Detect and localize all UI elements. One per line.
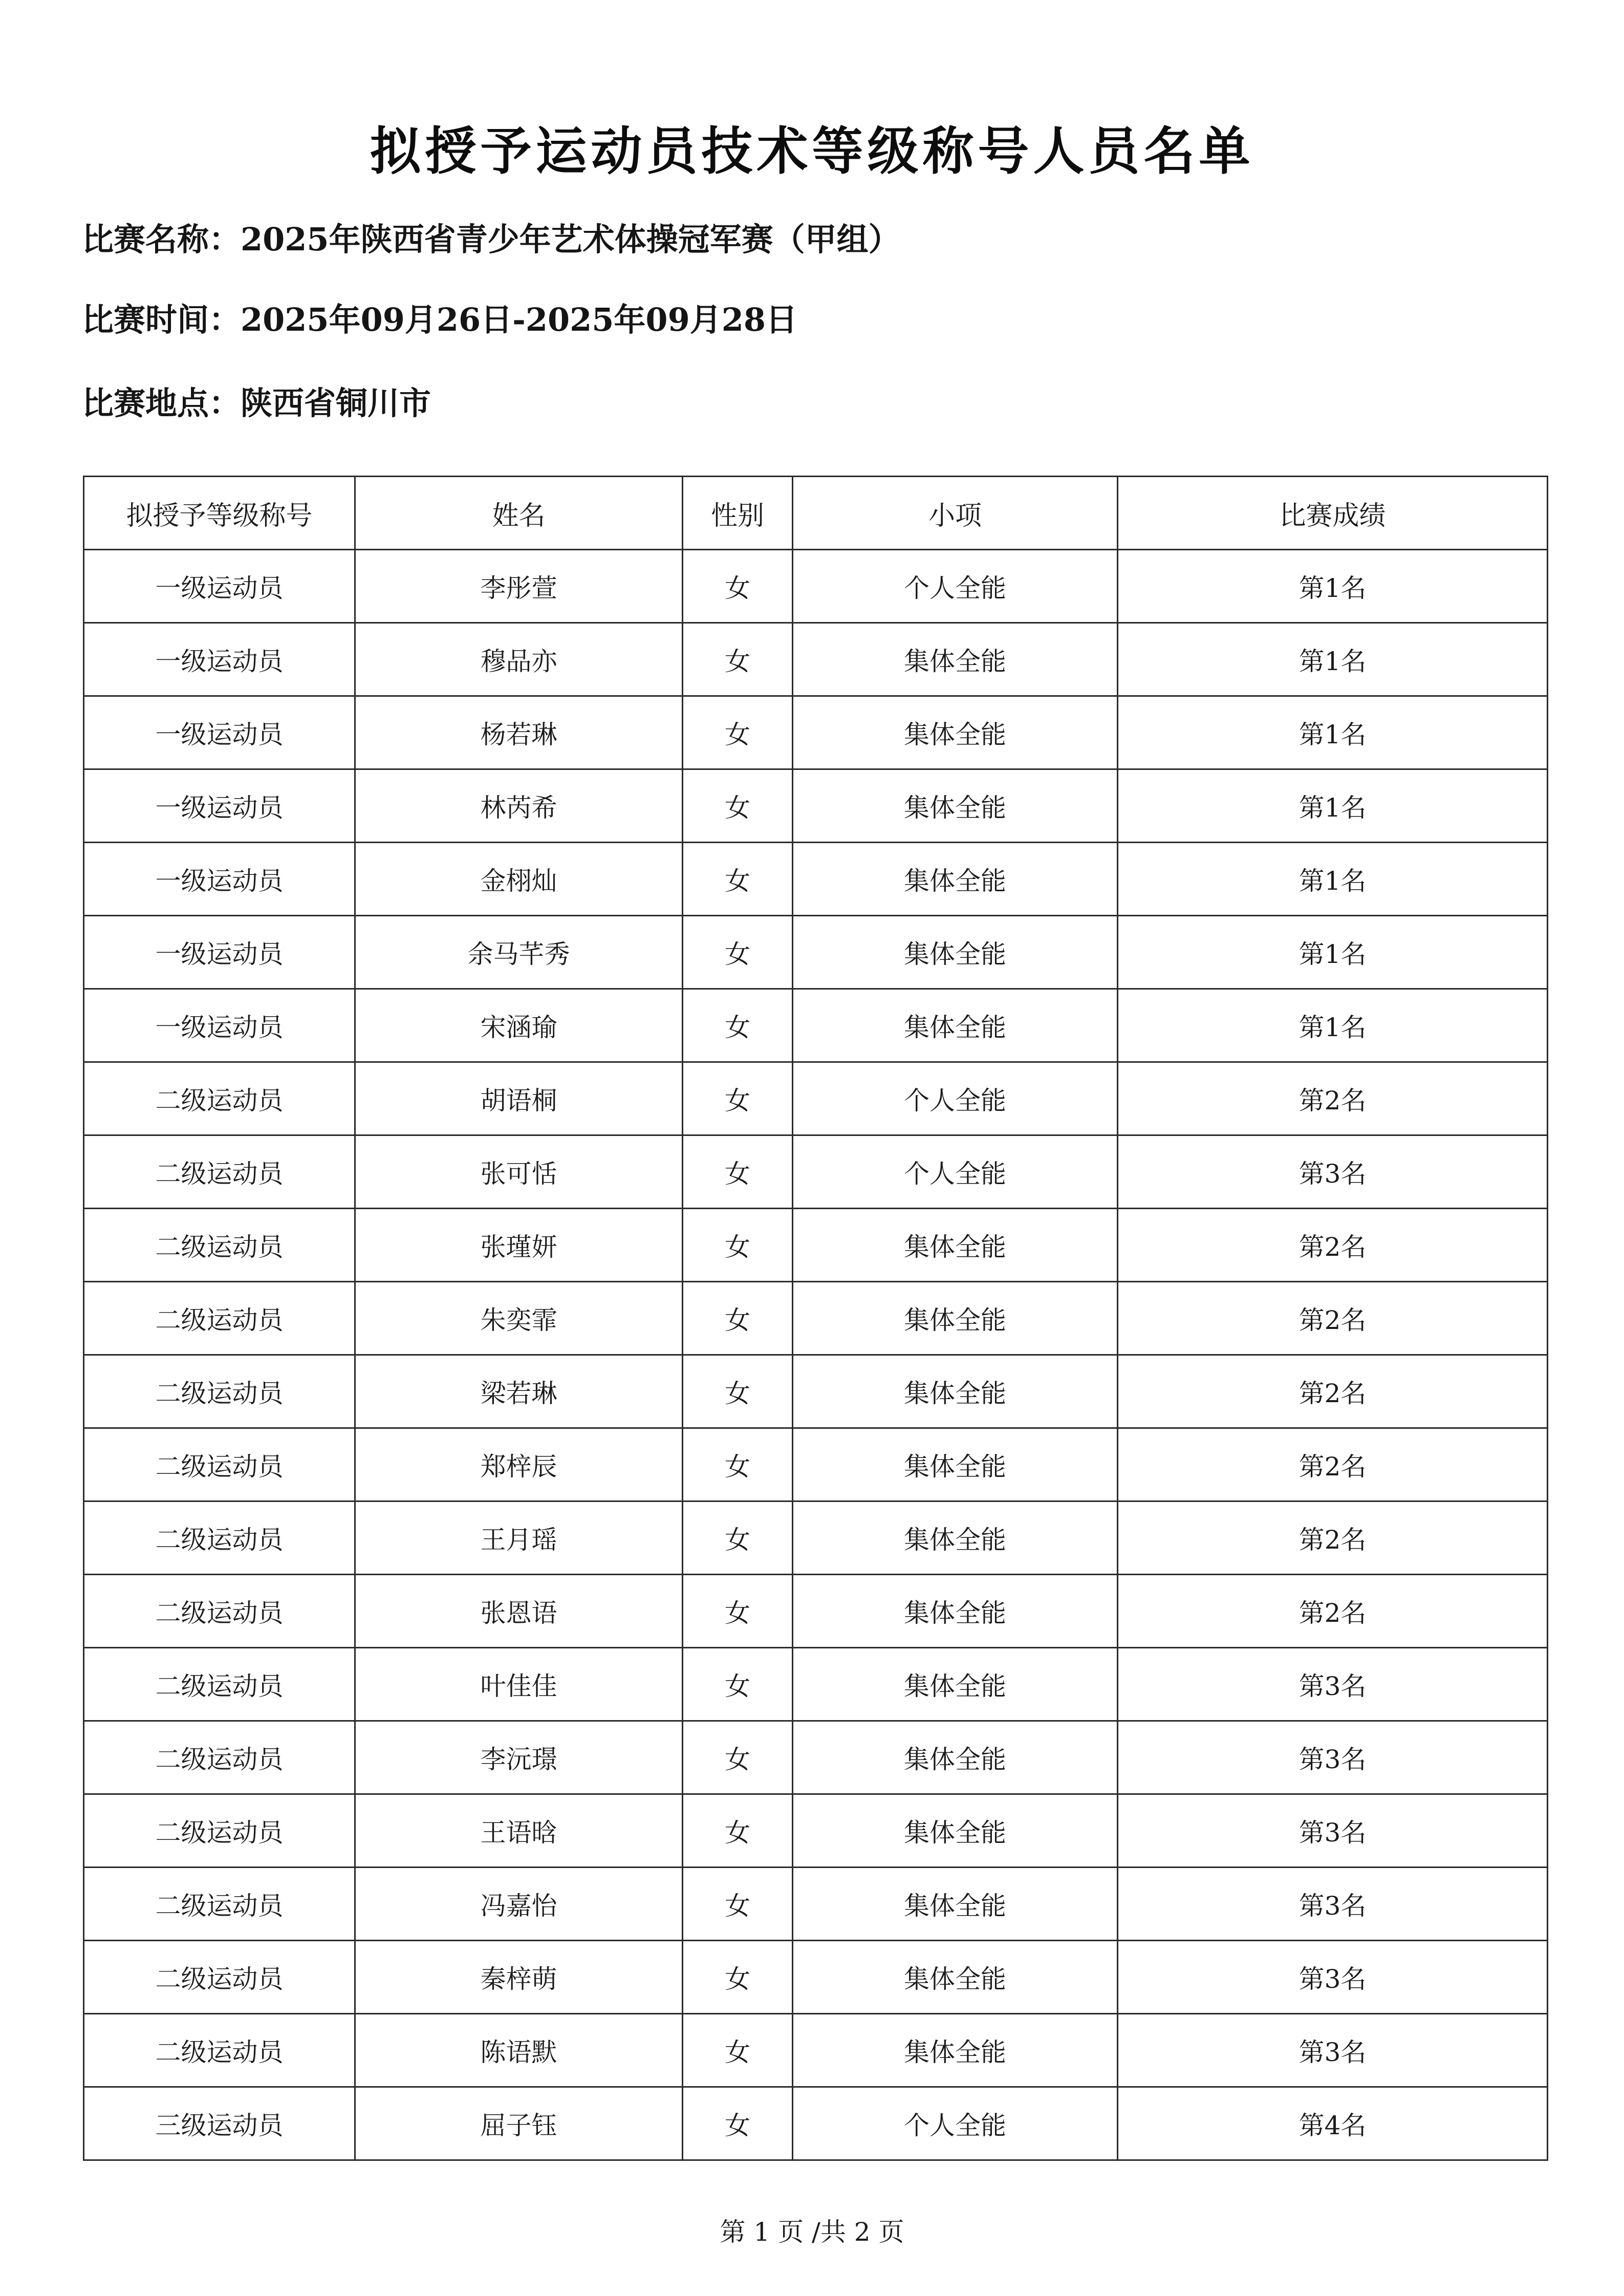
cell-grade-title: 二级运动员: [84, 1794, 355, 1868]
cell-event: 集体全能: [793, 696, 1118, 769]
cell-name: 林芮希: [355, 769, 683, 843]
table-row: [84, 1648, 1548, 1721]
table-row: [84, 769, 1548, 843]
cell-grade-title: 二级运动员: [84, 1648, 355, 1721]
cell-grade-title: 二级运动员: [84, 1209, 355, 1282]
cell-event: 集体全能: [793, 1721, 1118, 1794]
table-row: [84, 1062, 1548, 1135]
cell-name: 张恩语: [355, 1575, 683, 1648]
cell-event: 集体全能: [793, 769, 1118, 843]
cell-name: 屈子钰: [355, 2087, 683, 2160]
cell-result: 第3名: [1118, 1794, 1548, 1868]
cell-gender: 女: [683, 1282, 793, 1355]
cell-name: 冯嘉怡: [355, 1868, 683, 1941]
cell-grade-title: 二级运动员: [84, 1355, 355, 1428]
cell-result: 第1名: [1118, 623, 1548, 696]
table-row: [84, 1501, 1548, 1575]
cell-event: 集体全能: [793, 1941, 1118, 2014]
cell-gender: 女: [683, 1355, 793, 1428]
cell-result: 第2名: [1118, 1282, 1548, 1355]
cell-name: 杨若琳: [355, 696, 683, 769]
cell-result: 第3名: [1118, 1648, 1548, 1721]
cell-grade-title: 一级运动员: [84, 989, 355, 1062]
cell-name: 朱奕霏: [355, 1282, 683, 1355]
cell-name: 秦梓萌: [355, 1941, 683, 2014]
cell-event: 个人全能: [793, 1062, 1118, 1135]
cell-result: 第2名: [1118, 1209, 1548, 1282]
cell-event: 集体全能: [793, 1209, 1118, 1282]
competition-location-value: 陕西省铜川市: [241, 384, 431, 422]
cell-name: 金栩灿: [355, 843, 683, 916]
table-row: [84, 916, 1548, 989]
competition-name-label: 比赛名称：: [82, 221, 241, 258]
cell-result: 第1名: [1118, 769, 1548, 843]
cell-grade-title: 一级运动员: [84, 769, 355, 843]
cell-gender: 女: [683, 1721, 793, 1794]
table-header-row: [84, 477, 1548, 550]
table-row: [84, 1794, 1548, 1868]
cell-event: 集体全能: [793, 916, 1118, 989]
cell-result: 第3名: [1118, 1135, 1548, 1209]
cell-gender: 女: [683, 1428, 793, 1501]
cell-grade-title: 一级运动员: [84, 843, 355, 916]
athlete-roster-table: [83, 476, 1548, 2161]
cell-event: 集体全能: [793, 2014, 1118, 2087]
cell-grade-title: 二级运动员: [84, 1868, 355, 1941]
cell-event: 集体全能: [793, 1575, 1118, 1648]
cell-gender: 女: [683, 1941, 793, 2014]
table-row: [84, 1355, 1548, 1428]
cell-result: 第3名: [1118, 1721, 1548, 1794]
cell-event: 个人全能: [793, 550, 1118, 623]
cell-event: 集体全能: [793, 623, 1118, 696]
cell-name: 叶佳佳: [355, 1648, 683, 1721]
cell-gender: 女: [683, 1575, 793, 1648]
cell-grade-title: 二级运动员: [84, 1721, 355, 1794]
cell-result: 第3名: [1118, 1868, 1548, 1941]
cell-gender: 女: [683, 696, 793, 769]
cell-gender: 女: [683, 1501, 793, 1575]
cell-gender: 女: [683, 1135, 793, 1209]
cell-name: 王语晗: [355, 1794, 683, 1868]
table-row: [84, 696, 1548, 769]
cell-gender: 女: [683, 843, 793, 916]
cell-grade-title: 二级运动员: [84, 2014, 355, 2087]
cell-event: 集体全能: [793, 1868, 1118, 1941]
cell-grade-title: 一级运动员: [84, 623, 355, 696]
cell-name: 余马芊秀: [355, 916, 683, 989]
cell-grade-title: 一级运动员: [84, 696, 355, 769]
cell-result: 第4名: [1118, 2087, 1548, 2160]
cell-event: 集体全能: [793, 1282, 1118, 1355]
header-result: 比赛成绩: [1118, 477, 1548, 550]
cell-event: 集体全能: [793, 1794, 1118, 1868]
cell-result: 第2名: [1118, 1575, 1548, 1648]
table-row: [84, 1575, 1548, 1648]
table-row: [84, 1868, 1548, 1941]
cell-result: 第1名: [1118, 916, 1548, 989]
cell-name: 梁若琳: [355, 1355, 683, 1428]
cell-grade-title: 二级运动员: [84, 1501, 355, 1575]
cell-name: 王月瑶: [355, 1501, 683, 1575]
cell-name: 张可恬: [355, 1135, 683, 1209]
cell-result: 第2名: [1118, 1355, 1548, 1428]
cell-result: 第2名: [1118, 1428, 1548, 1501]
cell-event: 集体全能: [793, 1648, 1118, 1721]
cell-name: 李沅璟: [355, 1721, 683, 1794]
cell-grade-title: 三级运动员: [84, 2087, 355, 2160]
table-row: [84, 989, 1548, 1062]
table-row: [84, 623, 1548, 696]
cell-grade-title: 二级运动员: [84, 1135, 355, 1209]
cell-name: 郑梓辰: [355, 1428, 683, 1501]
cell-gender: 女: [683, 550, 793, 623]
competition-time-label: 比赛时间：: [82, 301, 241, 338]
table-row: [84, 1282, 1548, 1355]
cell-result: 第1名: [1118, 696, 1548, 769]
table-row: [84, 550, 1548, 623]
cell-gender: 女: [683, 1794, 793, 1868]
header-gender: 性别: [683, 477, 793, 550]
table-row: [84, 1721, 1548, 1794]
cell-grade-title: 一级运动员: [84, 916, 355, 989]
cell-gender: 女: [683, 769, 793, 843]
cell-event: 个人全能: [793, 1135, 1118, 1209]
header-name: 姓名: [355, 477, 683, 550]
cell-grade-title: 二级运动员: [84, 1428, 355, 1501]
table-row: [84, 1941, 1548, 2014]
competition-time-value: 2025年09月26日-2025年09月28日: [241, 301, 797, 338]
table-row: [84, 843, 1548, 916]
page-title: 拟授予运动员技术等级称号人员名单: [370, 121, 1254, 181]
cell-gender: 女: [683, 623, 793, 696]
cell-event: 集体全能: [793, 1501, 1118, 1575]
cell-gender: 女: [683, 1209, 793, 1282]
cell-event: 集体全能: [793, 843, 1118, 916]
cell-name: 胡语桐: [355, 1062, 683, 1135]
cell-event: 集体全能: [793, 1355, 1118, 1428]
cell-result: 第2名: [1118, 1501, 1548, 1575]
cell-grade-title: 二级运动员: [84, 1575, 355, 1648]
table-row: [84, 2087, 1548, 2160]
cell-event: 集体全能: [793, 1428, 1118, 1501]
cell-grade-title: 二级运动员: [84, 1282, 355, 1355]
cell-grade-title: 一级运动员: [84, 550, 355, 623]
cell-event: 个人全能: [793, 2087, 1118, 2160]
cell-result: 第3名: [1118, 1941, 1548, 2014]
page-number: 第 1 页 /共 2 页: [720, 2217, 904, 2247]
cell-result: 第1名: [1118, 989, 1548, 1062]
cell-gender: 女: [683, 1868, 793, 1941]
competition-name-value: 2025年陕西省青少年艺术体操冠军赛（甲组）: [241, 221, 900, 258]
cell-gender: 女: [683, 1062, 793, 1135]
cell-gender: 女: [683, 916, 793, 989]
competition-time-line: [82, 294, 797, 340]
cell-grade-title: 二级运动员: [84, 1941, 355, 2014]
cell-result: 第3名: [1118, 2014, 1548, 2087]
competition-name-line: [82, 214, 900, 260]
cell-result: 第1名: [1118, 843, 1548, 916]
header-grade-title: 拟授予等级称号: [84, 477, 355, 550]
cell-name: 李彤萱: [355, 550, 683, 623]
cell-event: 集体全能: [793, 989, 1118, 1062]
table-body: [84, 550, 1548, 2160]
header-event: 小项: [793, 477, 1118, 550]
cell-name: 穆品亦: [355, 623, 683, 696]
table-row: [84, 1135, 1548, 1209]
cell-grade-title: 二级运动员: [84, 1062, 355, 1135]
cell-result: 第1名: [1118, 550, 1548, 623]
cell-gender: 女: [683, 2014, 793, 2087]
cell-name: 陈语默: [355, 2014, 683, 2087]
cell-result: 第2名: [1118, 1062, 1548, 1135]
competition-location-line: [82, 378, 431, 423]
table-row: [84, 1209, 1548, 1282]
table-row: [84, 2014, 1548, 2087]
cell-name: 张瑾妍: [355, 1209, 683, 1282]
cell-gender: 女: [683, 1648, 793, 1721]
cell-gender: 女: [683, 2087, 793, 2160]
cell-gender: 女: [683, 989, 793, 1062]
table-row: [84, 1428, 1548, 1501]
cell-name: 宋涵瑜: [355, 989, 683, 1062]
competition-location-label: 比赛地点：: [82, 384, 241, 422]
